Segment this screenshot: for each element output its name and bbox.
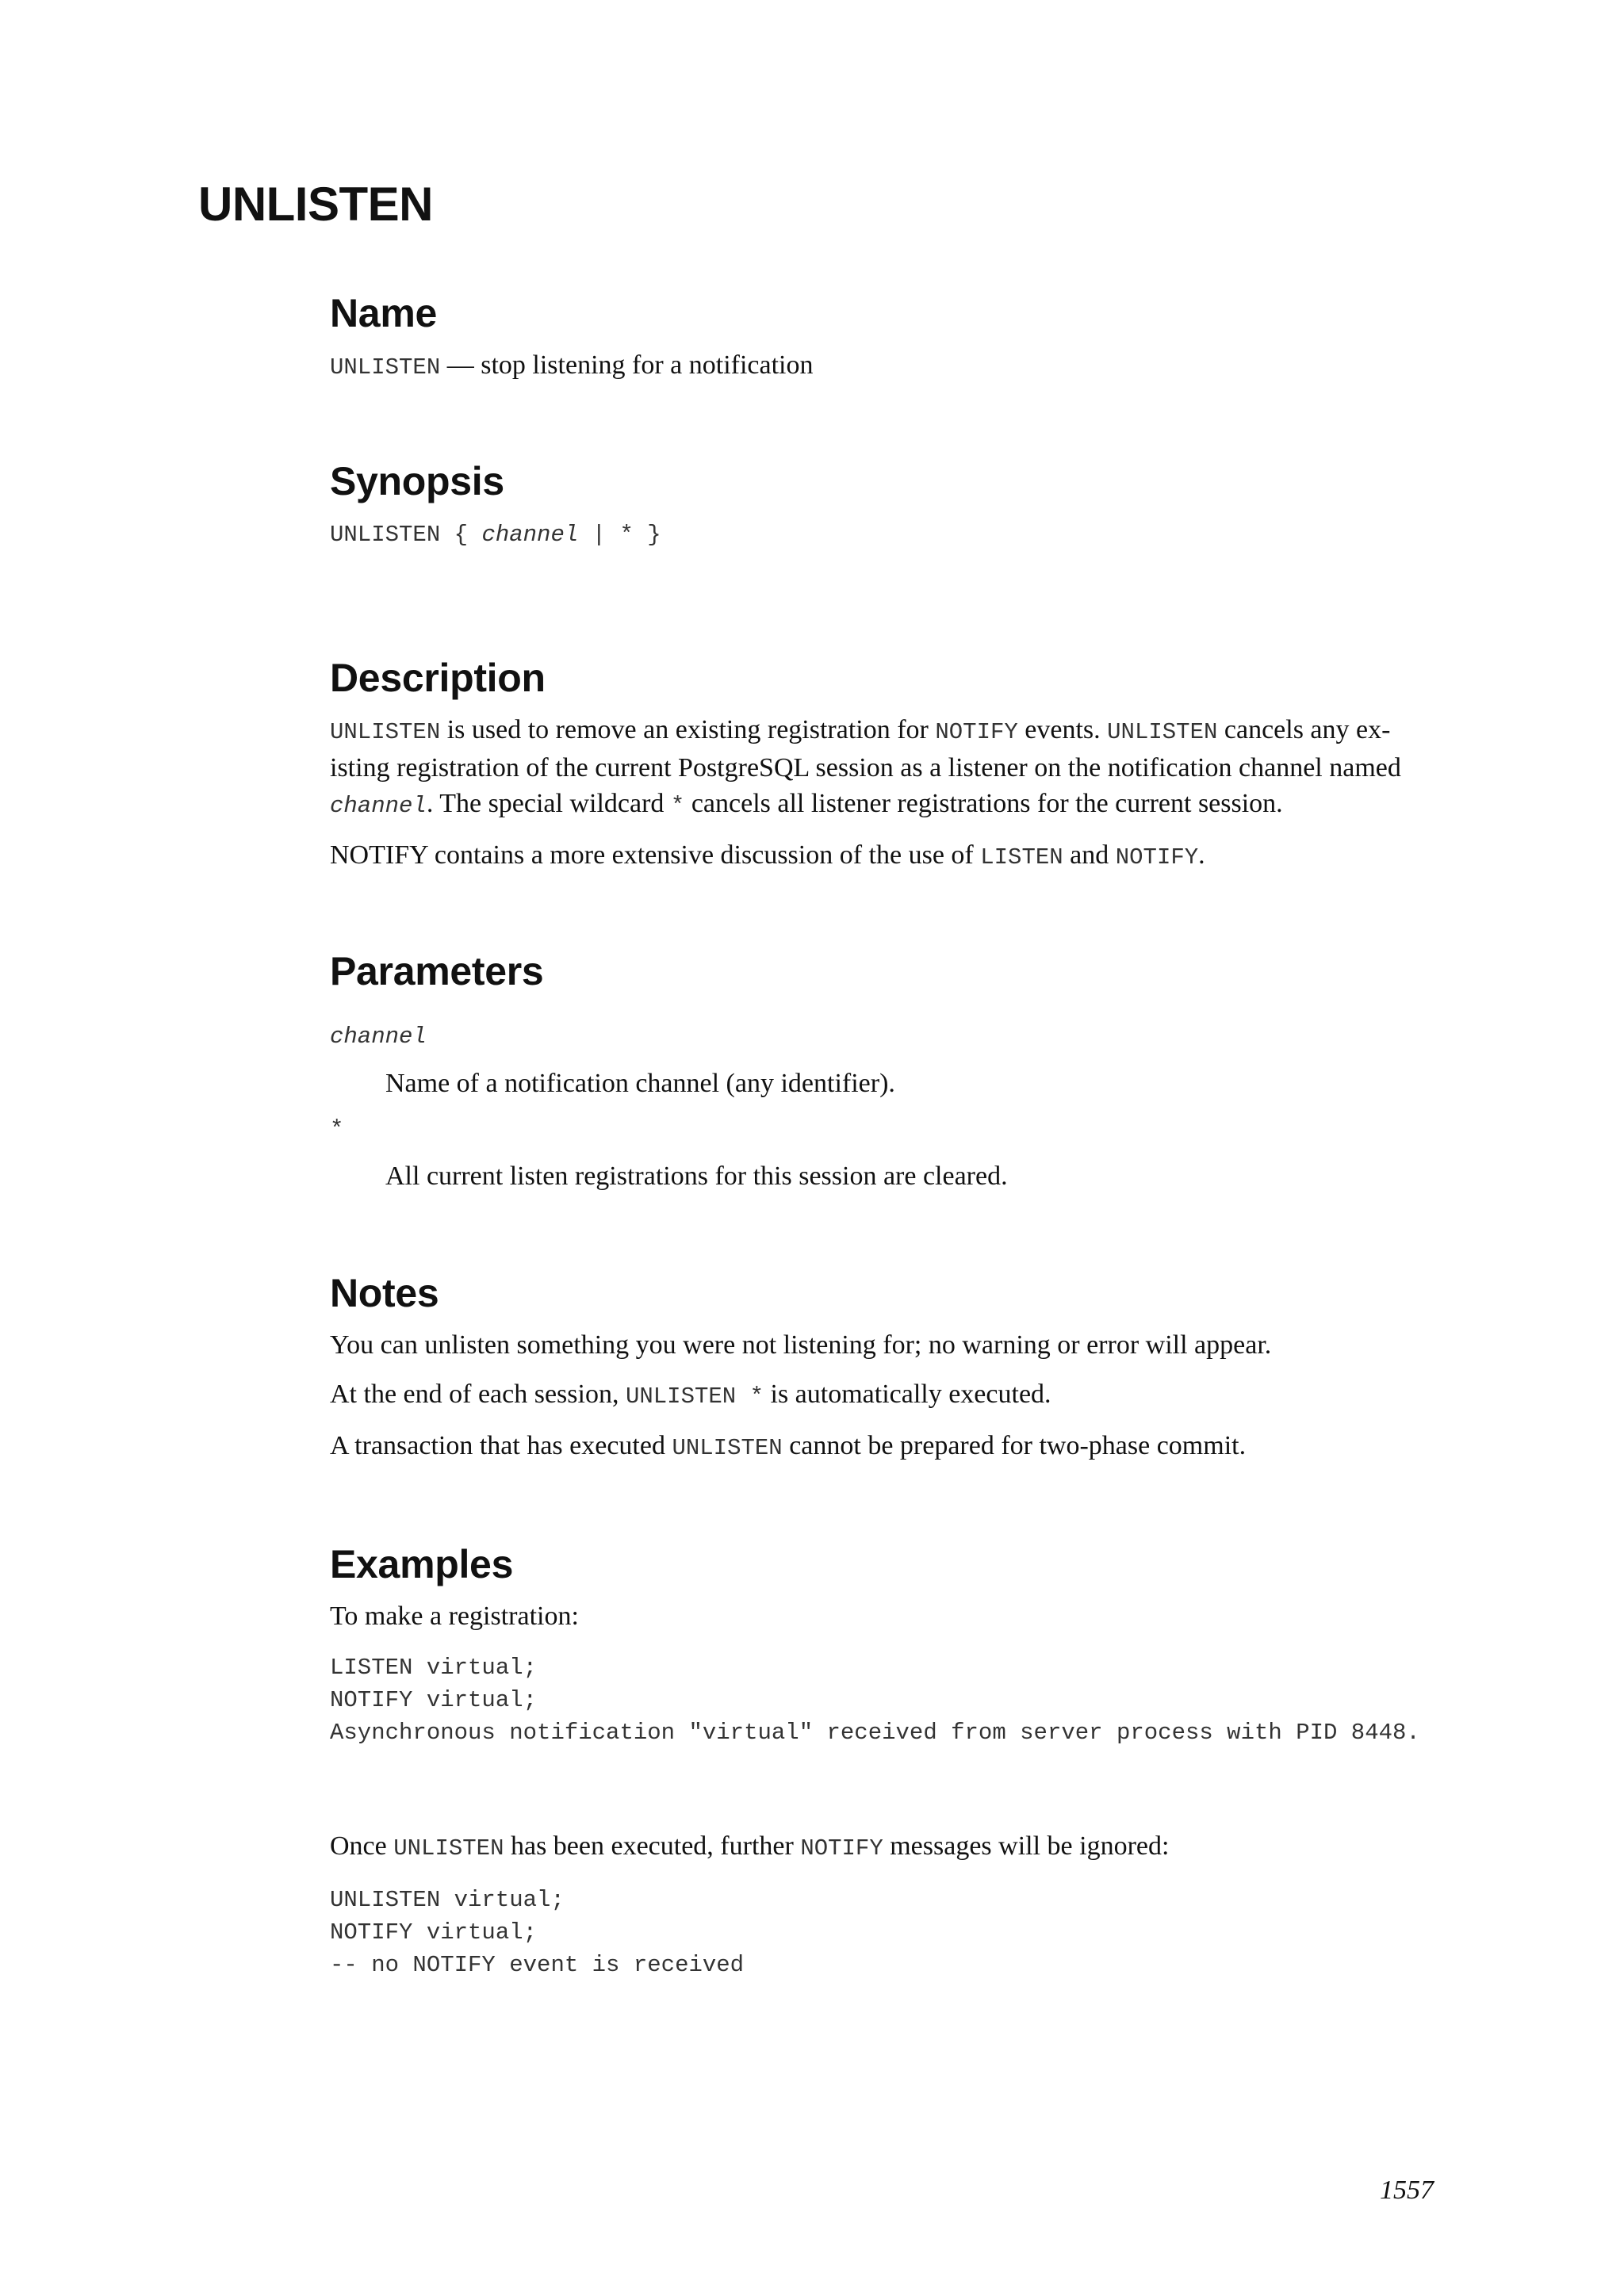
name-section bbox=[330, 293, 1519, 385]
text-run: has been executed, further bbox=[504, 1831, 801, 1861]
text-run: is used to remove an existing registration for bbox=[440, 715, 936, 744]
text-run: . The special wildcard bbox=[426, 789, 671, 818]
text-run: isting registration of the current PostgreSQL session as a listener on the notification channel named bbox=[330, 753, 1401, 783]
examples-section bbox=[330, 1544, 1519, 1981]
example-intro-1: To make a registration: bbox=[330, 1601, 579, 1631]
command-name: UNLISTEN bbox=[330, 354, 441, 381]
text-run: cannot be prepared for two-phase commit. bbox=[782, 1431, 1247, 1460]
text-run: . bbox=[1198, 840, 1205, 870]
text-run: At the end of each session, bbox=[330, 1380, 626, 1409]
code-unlisten: UNLISTEN bbox=[330, 719, 441, 745]
param-channel: channel bbox=[330, 793, 427, 819]
text-run: cancels all listener registrations for the current session. bbox=[684, 789, 1283, 818]
example-code-2: UNLISTEN virtual; NOTIFY virtual; -- no NOTIFY event is received bbox=[330, 1887, 745, 1978]
code-unlisten: UNLISTEN bbox=[672, 1435, 783, 1461]
page-number: 1557 bbox=[1380, 2175, 1434, 2205]
notes-heading: Notes bbox=[330, 1271, 439, 1315]
synopsis-code bbox=[330, 519, 1519, 551]
parameter-term: * bbox=[330, 1116, 344, 1142]
description-heading: Description bbox=[330, 656, 546, 700]
code-listen: LISTEN bbox=[980, 844, 1063, 871]
code-notify: NOTIFY bbox=[1115, 844, 1199, 871]
parameters-section bbox=[330, 951, 1519, 1194]
text-run: NOTIFY contains a more extensive discussion of the use of bbox=[330, 840, 981, 870]
synopsis-prefix: UNLISTEN { bbox=[330, 522, 482, 548]
text-run: events. bbox=[1017, 715, 1108, 744]
note-1: You can unlisten something you were not listening for; no warning or error will appear. bbox=[330, 1330, 1272, 1360]
description-paragraph-1 bbox=[330, 712, 1519, 824]
code-unlisten: UNLISTEN bbox=[1107, 719, 1218, 745]
notes-section bbox=[330, 1273, 1519, 1466]
text-run: messages will be ignored: bbox=[883, 1831, 1170, 1861]
parameters-heading: Parameters bbox=[330, 949, 544, 993]
text-run: and bbox=[1063, 840, 1116, 870]
description-section bbox=[330, 658, 1519, 875]
command-summary: — stop listening for a notification bbox=[440, 350, 814, 380]
code-unlisten-star: UNLISTEN * bbox=[625, 1383, 764, 1410]
name-heading: Name bbox=[330, 291, 437, 335]
text-run: Once bbox=[330, 1831, 394, 1861]
note-3 bbox=[330, 1428, 1519, 1466]
text-run: A transaction that has executed bbox=[330, 1431, 672, 1460]
name-line bbox=[330, 347, 1519, 385]
text-run: is automatically executed. bbox=[764, 1380, 1051, 1409]
example-intro-2 bbox=[330, 1828, 1519, 1866]
parameter-definition: All current listen registrations for this session are cleared. bbox=[385, 1161, 1008, 1191]
parameter-term: channel bbox=[330, 1024, 427, 1050]
description-paragraph-2 bbox=[330, 837, 1519, 875]
text-run: cancels any ex- bbox=[1217, 715, 1391, 744]
example-code-1: LISTEN virtual; NOTIFY virtual; Asynchronous notification "virtual" received from server process with PID 8448. bbox=[330, 1655, 1420, 1746]
page-title: UNLISTEN bbox=[198, 178, 433, 231]
synopsis-param: channel bbox=[481, 522, 579, 548]
synopsis-heading: Synopsis bbox=[330, 459, 504, 503]
synopsis-section bbox=[330, 461, 1519, 551]
code-notify: NOTIFY bbox=[800, 1835, 883, 1862]
note-2 bbox=[330, 1376, 1519, 1414]
parameter-definition: Name of a notification channel (any identifier). bbox=[385, 1069, 895, 1098]
examples-heading: Examples bbox=[330, 1542, 514, 1586]
code-unlisten: UNLISTEN bbox=[393, 1835, 504, 1862]
synopsis-suffix: | * } bbox=[578, 522, 661, 548]
code-notify: NOTIFY bbox=[935, 719, 1018, 745]
code-wildcard: * bbox=[670, 793, 685, 819]
parameter-list bbox=[330, 1021, 1519, 1194]
